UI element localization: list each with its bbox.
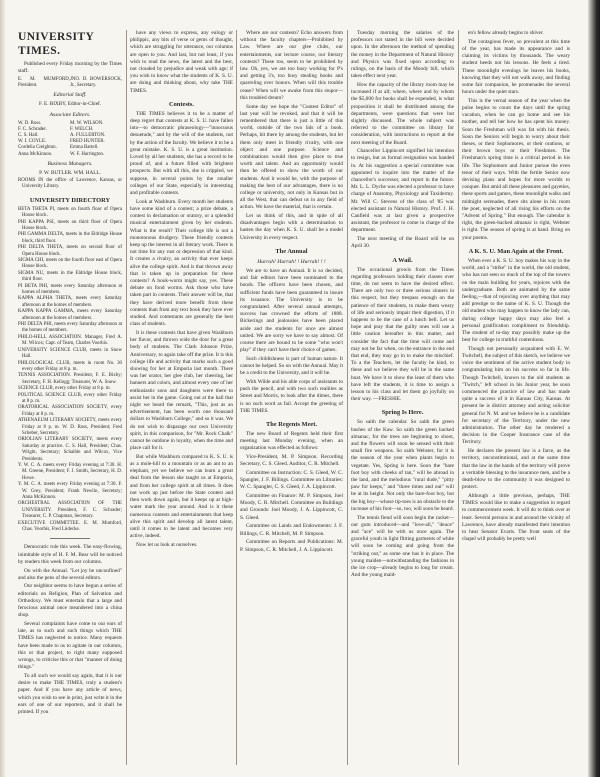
paragraph: Tuesday morning the salaries of the professors not stated in the bill were decided upon. In the afternoon the method of spending the money in the Department of Natural History and Physics was fixed upon according to rulings, on the basis of the Moody bill, which takes effect next year. [351,30,454,80]
publisher: E. M. MUMFORD, President. [18,76,70,89]
kusu-man-article [462,258,570,543]
paragraph: KAPPA KAPPA GAMMA, meets every Saturday afternoon at the homes of members. [18,309,122,321]
column-1 [18,30,122,765]
spring-article [351,419,454,579]
column-rule [347,30,348,765]
paragraph: Committee on Reports and Publications: M. P. Simpson, C. R. Mitchell, J. A. Lippincott. [240,539,343,553]
editorial-paragraphs [18,544,122,716]
paragraph: Although a little previous, perhaps, THE TIMES would like to make a suggestion in regard to commencement week. It will do to think over at least. Several persons in and around the vicinity of Lawrence, have already manifested their intention to hear Senator Evarts. The front seats of the chapel will probably be pretty well [462,492,570,543]
contests-heading: Contests. [168,100,195,108]
paragraph: The new Board of Regents held their first meeting last Monday evening, when an organization was effected as follows: [240,430,343,452]
paragraph: Let us think of this, and in spite of all disadvantages begin with a determination to hasten the day when K. S. U. shall be a model University in every respect. [240,213,343,241]
scan-edge-shadow [0,0,6,777]
column-3 [240,30,343,765]
paragraph: PHI KAPPA PSI, meets on third floor of Opera House block. [18,219,122,231]
kusu-man-heading: A K. S. U. Man Again at the Front. [468,247,564,255]
column-4 [351,30,454,765]
editor-in-chief: F. E. BIXBY, Editor-in-Chief. [38,101,102,108]
paragraph: EXECUTIVE COMMITTEE. E. M. Mumford, Chas. Voorhis, Fred Lüdecke. [18,520,122,533]
spring-heading: Spring Is Here. [381,409,424,417]
associate-editor: W. F. Harrington. [70,151,105,157]
paragraph: It is these contests that have given Washburn her flavor, and thrown wide the door for a great body of students. The Clark Johnson Prize, Anniversary, to again take off the prize. It is this college life and activity that marks such a good showing for her at Emporia last month. There was her orator, her glee club, her cheering, her banners and colors, and almost every one of her enthusiastic sons and daughters were there to assist her in the game. Going out at the hall that night we heard the remark, "This, just as an advertisement, has been worth one thousand dollars to Washburn College," and so it was. We do not wish to disparage our own University spirit, in this comparison, for "Mr. Rock Chalk" cannot be outdone in loyalty, when the time and place call for it. [130,329,233,452]
publisher: JNO. D. BOWERSOCK, Jr., Secretary. [70,76,122,89]
paragraph: Committee on Finance: M. P. Simpson, Joel Moody, C. R. Mitchell. Committee on Buildings and Grounds: Joel Moody, J. A. Lippincott, C. S. Gleed. [240,493,343,521]
divider [50,538,90,539]
paragraph: Chancellor Lippincott signified his intention to resign, but as formal resignation was handed in. At his suggestion a special committee was appointed to inquire into the matter of the chancellor's successor, and report in the future. Mr. L. L. Dyche was elected a professor to have charge of Anatomy, Physiology and Taxidermy. Mr. Will C. Stevens of the class of '85 was elected assistant in Natural History. Prof. J. H. Canfield was at last given a prospective assistant, the professor to come in charge of the department. [351,148,454,234]
column-5 [462,30,570,765]
associate-editor: F. C. Schrader. [18,126,47,132]
paragraph: en's fellow already begins to shiver. [468,30,544,36]
annual-heading: The Annual [275,247,308,255]
paragraph: Committee on Lands and Endowments: J. F. Billings, C. R. Mitchell, M. P. Simpson. [240,523,343,537]
paragraph: To all such we would say again, that it is our desire to make THE TIMES, truly a student's paper. And if you have any article of news, which you wish to see in print, just write it in the ears of one of our reporters, and it shall be printed. If you [18,672,122,715]
business-managers-heading: Business Managers. [47,160,93,167]
paragraph: Now let us look at ourselves. [136,541,198,548]
paragraph: Committee on Instruction: C. S. Gleed, W. C. Spangler, J. F. Billings. Committee on Libraries: W. C. Spangler, C. S. Gleed, J. A. Lippincott. [240,469,343,491]
publication-note: Published every Friday morning by the Times staff. [18,61,122,75]
paragraph: When ever a K. S. U. boy makes his way in the world, and a "strike" in the world, the old student, who has not seen so much of the top of the towers on the main building for years, rejoices with the undergraduate. Both are animated by the same feeling,—that of rejoicing over anything that may add prestige to the name of K. S. U. Though the old student who may happen to know the lady can, during college happy days may also feel a personal gratification compliment to friendship. The student of to-day may possibly make up the best for college in truthful contentions. [462,257,570,344]
contests-continuation [240,30,343,242]
associate-editor: W. D. Ross. [18,120,42,126]
annual-cheer: Hurrah! Hurrah! ! Hurrah! ! ! [257,258,326,265]
paragraph: PHI DELTA THETA, meets on second floor of Opera House block. [18,245,122,257]
paragraph: TENNIS ASSOCIATION. President, F. E. Bixby; Secretary, F. H. Kellogg; Treasurer, W. A. Snow. [18,373,122,385]
paragraph: We are to have an Annual. It is so decided, and fair editors have been nominated to the bonds. The officers have been chosen, and sufficient funds have been guaranteed to insure its issuance. The University is to be congratulated. After several annual attempts, success has crowned the efforts of 1888. Bickerings and jealousies have been placed aside and the students for once are almost united. We are sorry we have to say almost. Of course there are bound to be some "who won't play" if they can't have their choice of games. [240,267,343,354]
paragraph: He declares the present law is a farce, as the territory, unconstitutional, and at the same time that the law in the hands of the territory will prove a veritable blessing to the insurance men, and be a death-blow to the community it was designed to protect. [462,448,570,491]
paragraph: PHILOLOGICAL CLUB, meets in room No. 30 every other Friday at 8 p. m. [18,360,122,372]
paragraph: Though not personally acquainted with E. W. Twitchell, the subject of this sketch, we believe we voice the sentiment of the active student body in congratulating him on his success so far in life. Though Twitchell, known to the old students as "Twitch," left school in his Junior year, he soon commenced the practice of law and has made quite a success of it in Kansas City, Kansas. At present he is district attorney and acting solicitor general for N. M. and we believe he is a candidate for secretary of the Territory, under the new administration. The other day he rendered a decision in the Cooper Insurance case of the Territory. [462,345,570,446]
article-continuation [130,30,233,95]
paragraph: With Wilde and his able corps of assistants to push the pencil, and with two such realities as Street and Morris, to look after the dimes, there is no such word as fail. Accept the greeting of THE TIMES. [240,378,343,414]
column-2 [130,30,233,765]
wail-heading: A Wail. [392,256,413,264]
publisher-list [18,77,122,89]
associate-editor: Emma Bartell. [70,145,99,151]
paragraph: Democratic rule this week. The easy-flowing, inimitable style of H. F. M. Bear will be noticed by readers this week from our columns. [18,544,122,565]
paragraph: THE TIMES believes it to be a matter of deep regret that contests at K. S. U. have fallen into—to democratic phraseology—"innocuous desuetude," and by the will of the students, not by the action of the faculty. We believe it to be a great mistake. K. S. U. is a great institution. Loved by all her students, she has a record to be proud of, and a future filled with brightest prospects. But with all this, she is crippled, we suppose, in several points by the smaller colleges of our State, especially in interesting and profitable contests. [130,110,233,197]
editorial-staff-heading: Editorial Staff. [53,92,87,99]
paragraph: ATHENAEUM LITERARY SOCIETY, meets every Friday at 8 p. m. W. D. Ross, President; Fred Scheber, Secretary. [18,418,122,436]
paragraph: Some day we hope the "Contest Editor" of last year will be revoked, and that it will be remembered that there is just a little of this world, outside of the two lids of a book. Perhaps, bit there by among the students, but let them only meet in friendly rivalry, with one object and one purpose. Science and combinations would then give place to true worth and talent. And an opportunity would then be offered to show the worth of our students. And it would be, with the purpose of making the best of our advantages, there is no college or university, not only in Kansas but in all the West, that can defeat us in any field of action. We have the material, that is certain. [240,103,343,211]
associate-editor: A. FULLERTON. [70,132,106,138]
paragraph: UNIVERSITY SCIENCE CLUB, meets in Snow Hall. [18,347,122,360]
associate-editor: Anna McKinnon. [18,151,53,157]
paragraph: PHI GAMMA DELTA, meets in the Eldridge House block, third floor. [18,232,122,244]
paragraph: PHI DELTA PHI, meets every Saturday afternoon at the homes of members. [18,322,122,334]
associate-editors-heading: Associate Editors. [49,111,91,118]
paragraph: KAPPA ALPHA THETA, meets every Saturday afternoon at the homes of members. [18,296,122,308]
paragraph: Several complaints have come to our ears of late, as to such and such things which THE TIMES has neglected to notice. Many requests have been made to us to agitate in our columns, this or that project, to right many supposed wrongs, to criticise this or that "manner of doing things." [18,621,122,671]
paragraph: PI BETA PHI, meets every Saturday afternoon at homes of members. [18,283,122,296]
paragraph: ORATORICAL ASSOCIATION SOCIETY, every Friday at 8 p. m. [18,405,122,417]
university-directory-heading: UNIVERSITY DIRECTORY [29,196,111,204]
associate-editor: M. W. WILSON. [70,120,104,126]
paragraph: ORIOLIAN LITERARY SOCIETY, meets every Saturday at practice. C. S. Hall, President; Chas. Wright, Secretary; Schaible and Wilcox, Vice Presidents. [18,437,122,462]
paragraph: SIGMA NU, meets in the Eldridge House block, third floor. [18,270,122,283]
paragraph: The next meeting of the Board will be on April 30. [351,236,454,250]
paragraph: POLITICAL SCIENCE CLUB, every other Friday at 8 p. m. [18,392,122,404]
associate-editor: F. WELCH. [70,126,94,132]
column-rule [458,30,459,765]
paragraph: BETA THETA PI, meets on fourth floor of Opera House block. [18,206,122,219]
paragraph: But while Washburn compared to K. S. U. is as a mole-hill to a mountain or as an ant to an elephant, yet we believe we can learn a great deal from the lesson she taught us at Emporia, and from her college spirit at all times. It does not work up just before the State contest and then work down again, but it keeps up at high-water mark the year around. And is it these numerous contests and entertainments that keep alive this spirit and develop all latent talent, until it comes to be latent and becomes very active, indeed. [130,453,233,540]
paragraph: ORCHESTRAL ASSOCIATION OF THE UNIVERSITY. President, F. C. Schrader; Treasurer, C. P. Chapman, Secretary. [18,501,122,520]
paragraph: Where are our contests? Echo answers from without the faculty chapters—Prohibited by Law. Where are our glee clubs, our entertainments, our lecture course, our literary contests? These too, seem to be prohibited by law. Oh, yes, we are too busy working for P's and getting 3's, too busy stealing books and quarreling over honors. When will this trouble cease? When will we awake from this stupor—this troubled dream? [240,30,343,101]
paragraph: Such childishness is part of human nature. It cannot be helped. So on with the Annual. May it be a credit to the University, and it will be. [240,355,343,377]
associate-editor: W. I. COYLE. [18,139,47,145]
masthead: UNIVERSITY TIMES. [18,31,94,57]
associate-editor: FRED HUNTER. [70,139,105,145]
office-rooms-note: ROOMS IN the office of Lawrence, Kansas, or University Library. [18,177,122,190]
business-managers: P. W. BUTLER. WM. HALL. [39,169,101,176]
paragraph: SIGMA CHI, meets on the fourth floor east of Opera House block. [18,258,122,270]
contests-article [130,111,233,549]
paragraph: How the capacity of the library room may be increased if at all; where, where and by whom the $5,000 for books shall be expended, is what proposition it shall be distributed among the departments, were questions that were but slightly discussed. The whole subject was referred to the committee on library for consideration, with instructions to report at the next meeting of the Board. [351,81,454,146]
paragraph: Vice-President, M. P. Simpson. Recording Secretary, C. S. Gleed. Auditor, C. R. Mitchell. [240,454,343,468]
regents-continuation [351,30,454,251]
paragraph: Look at Washburn. Every month her students have some kind of a contest; a prize debate, a contest in declamation or oratory, or a splendid musical entertainment given by her students. What is the result? Their college life is not a monotonous drudgery. These friendly contests keep up the interest in all literary work. There is not time for any rust or depression of that kind. It creates a rivalry, an activity that ever keeps alive the college spirit. And is that thrown away that is taken up in preparation for these contests? A book-worm might say, yes. These debate on fond worms. Ask those who have taken part in contests. Their answer will be, that they have derived more benefit from these contests than from any text book they have ever studied. And contestants are generally the best class of students. [130,198,233,328]
spring-continuation [462,30,570,242]
annual-article [240,268,343,415]
associate-editor: C. S. Hall. [18,132,39,138]
paragraph: The occasional growls from the Times regarding professors holding their classes over time, do not seem to have the desired effect. There are only two or three serious sinners in this respect, but they trespass enough on the patience of their students, to make them weary of life and seriously impair their digestion, if it happens to be the case of a lunch bell. Let us hope and pray that the guilty ones will use a little caution hereafter in this matter, and consider the fact that the time will come and may not be far when, on the entrance in the end that end, they may go in to make the mischief. To a the Teachers, let the faculty be kind, to these and we believe they will be in the same boat. We have it to show the least of them who have left the students, it is time to assign a lesson to his class and let them go joyfully on their way. —FRESHIE. [351,266,454,403]
paragraph: have any views to express, any eulogy or philippic, any bits of verse or gems of thought, which are struggling for utterance, our columns are open to you. And last, but not least, if you wish to read the news, the latest and the best, not clouded by prejudice and weak with age; if you wish to know what the students of K. S. U. are doing and thinking about, why take THE TIMES. [130,30,233,94]
paragraph: Y. W. C. A. meets every Friday evening at 7:30. H. M. Greene, President; F. J. Smith, Secretary, H. D. Howe. [18,463,122,481]
directory-list [18,207,122,534]
paragraph: On with the Annual. "Let joy be unconfined" and also the pens of the several editors. [18,567,122,581]
wail-article [351,267,454,404]
paragraph: The tennis fiend will soon begin the racket—our gum introduced—and "love-all," "deuce" and "ace" will be with us once again. The graceful youth in light flitting garments of white will soon be coming and going from the "striking out," as some one has it in place. The young maiden—notwithstanding the fashions in the ice crop—already begins to long for cream. And the young maid- [351,514,454,579]
associate-editors-list [18,121,122,158]
paragraph: The contagious fever, so prevalent at this time of the year, has made its appearance and is claiming its victims by thousands. The weary student heeds not his lessons. He feels a tired. These moonlight evenings he leaves his books, knowing that they will not walk away, and finding some fair companion, he promenades the several hours under the quiet stars. [462,38,570,96]
paragraph: Our neighbor seems to have begun a series of editorials on Religion, Plan of Salvation and Orthodoxy. We must entertain that a large and ferocious animal once meandered into a china shop. [18,583,122,619]
paragraph: PHILO-HELL ASSOCIATION. Manager, Fred A. M. Wilcox; Capt. of Team, Charles Voorhis. [18,334,122,347]
regents-article [240,431,343,554]
scan-dark-margin [588,0,600,777]
paragraph: This is the vernal season of the year when the pulse begins to count the days until the spring vacation, when he can go home and see his mother, and tell her how he has spent his money. Soon the Freshman will wax fat with his thesis. Soon the Seniors will begin to worry about their theses, or their Sophomores, or their orations, or their brown boys or their Freshmen. The Freshman's spring time is a critical period in his life. The Sophomore and Junior pursue the even tenor of their ways. With the fertile Senior now devising plans and hopes for more worlds to conquer. But amid all these pleasures and gayeties, these sports and games, these moonlight walks and midnight serenades, there sits alone in his room the poet, neglected of all rising his efforts on the "Advent of Spring." But enough. The calendar is right, the green-backed almanac is right, Webster is right. The season of spring is at hand. Bring on your poems. [462,97,570,241]
associate-editor: Cordelia Creighton. [18,145,57,151]
column-rule [236,30,237,765]
column-rule [126,30,127,765]
regents-heading: The Regents Meet. [266,420,317,428]
newspaper-page [18,30,573,765]
paragraph: So saith the calendar. So saith the green bushes of the Kaw. So saith the green hacked almanac, for the trees are beginning to shoot, and the flowers will soon be sensed with their small fire weapons. So saith Webster, for it is the season of the year when plants begin to vegetate. Yes, Spring is here. Soon the "bare foot boy with cheeks of tan," will be abroad in the land, and the melodious "rural dude," "pitty paw for keeps," and "three times and out" will be at its height. Not only the bare-foot boy, but the big boy—whose tip-toes is an obstacle to the increase of his foot—so, too, will soon be heard. [351,419,454,512]
paragraph: SCIENCE CLUB, every other Friday at 8 p. m. [18,386,111,392]
paragraph: Y. M. C. A. meets every Friday evening at 7:30. F. W. Grey, President; Frank Newlin, Secretary; Anna McKinnon. [18,482,122,501]
